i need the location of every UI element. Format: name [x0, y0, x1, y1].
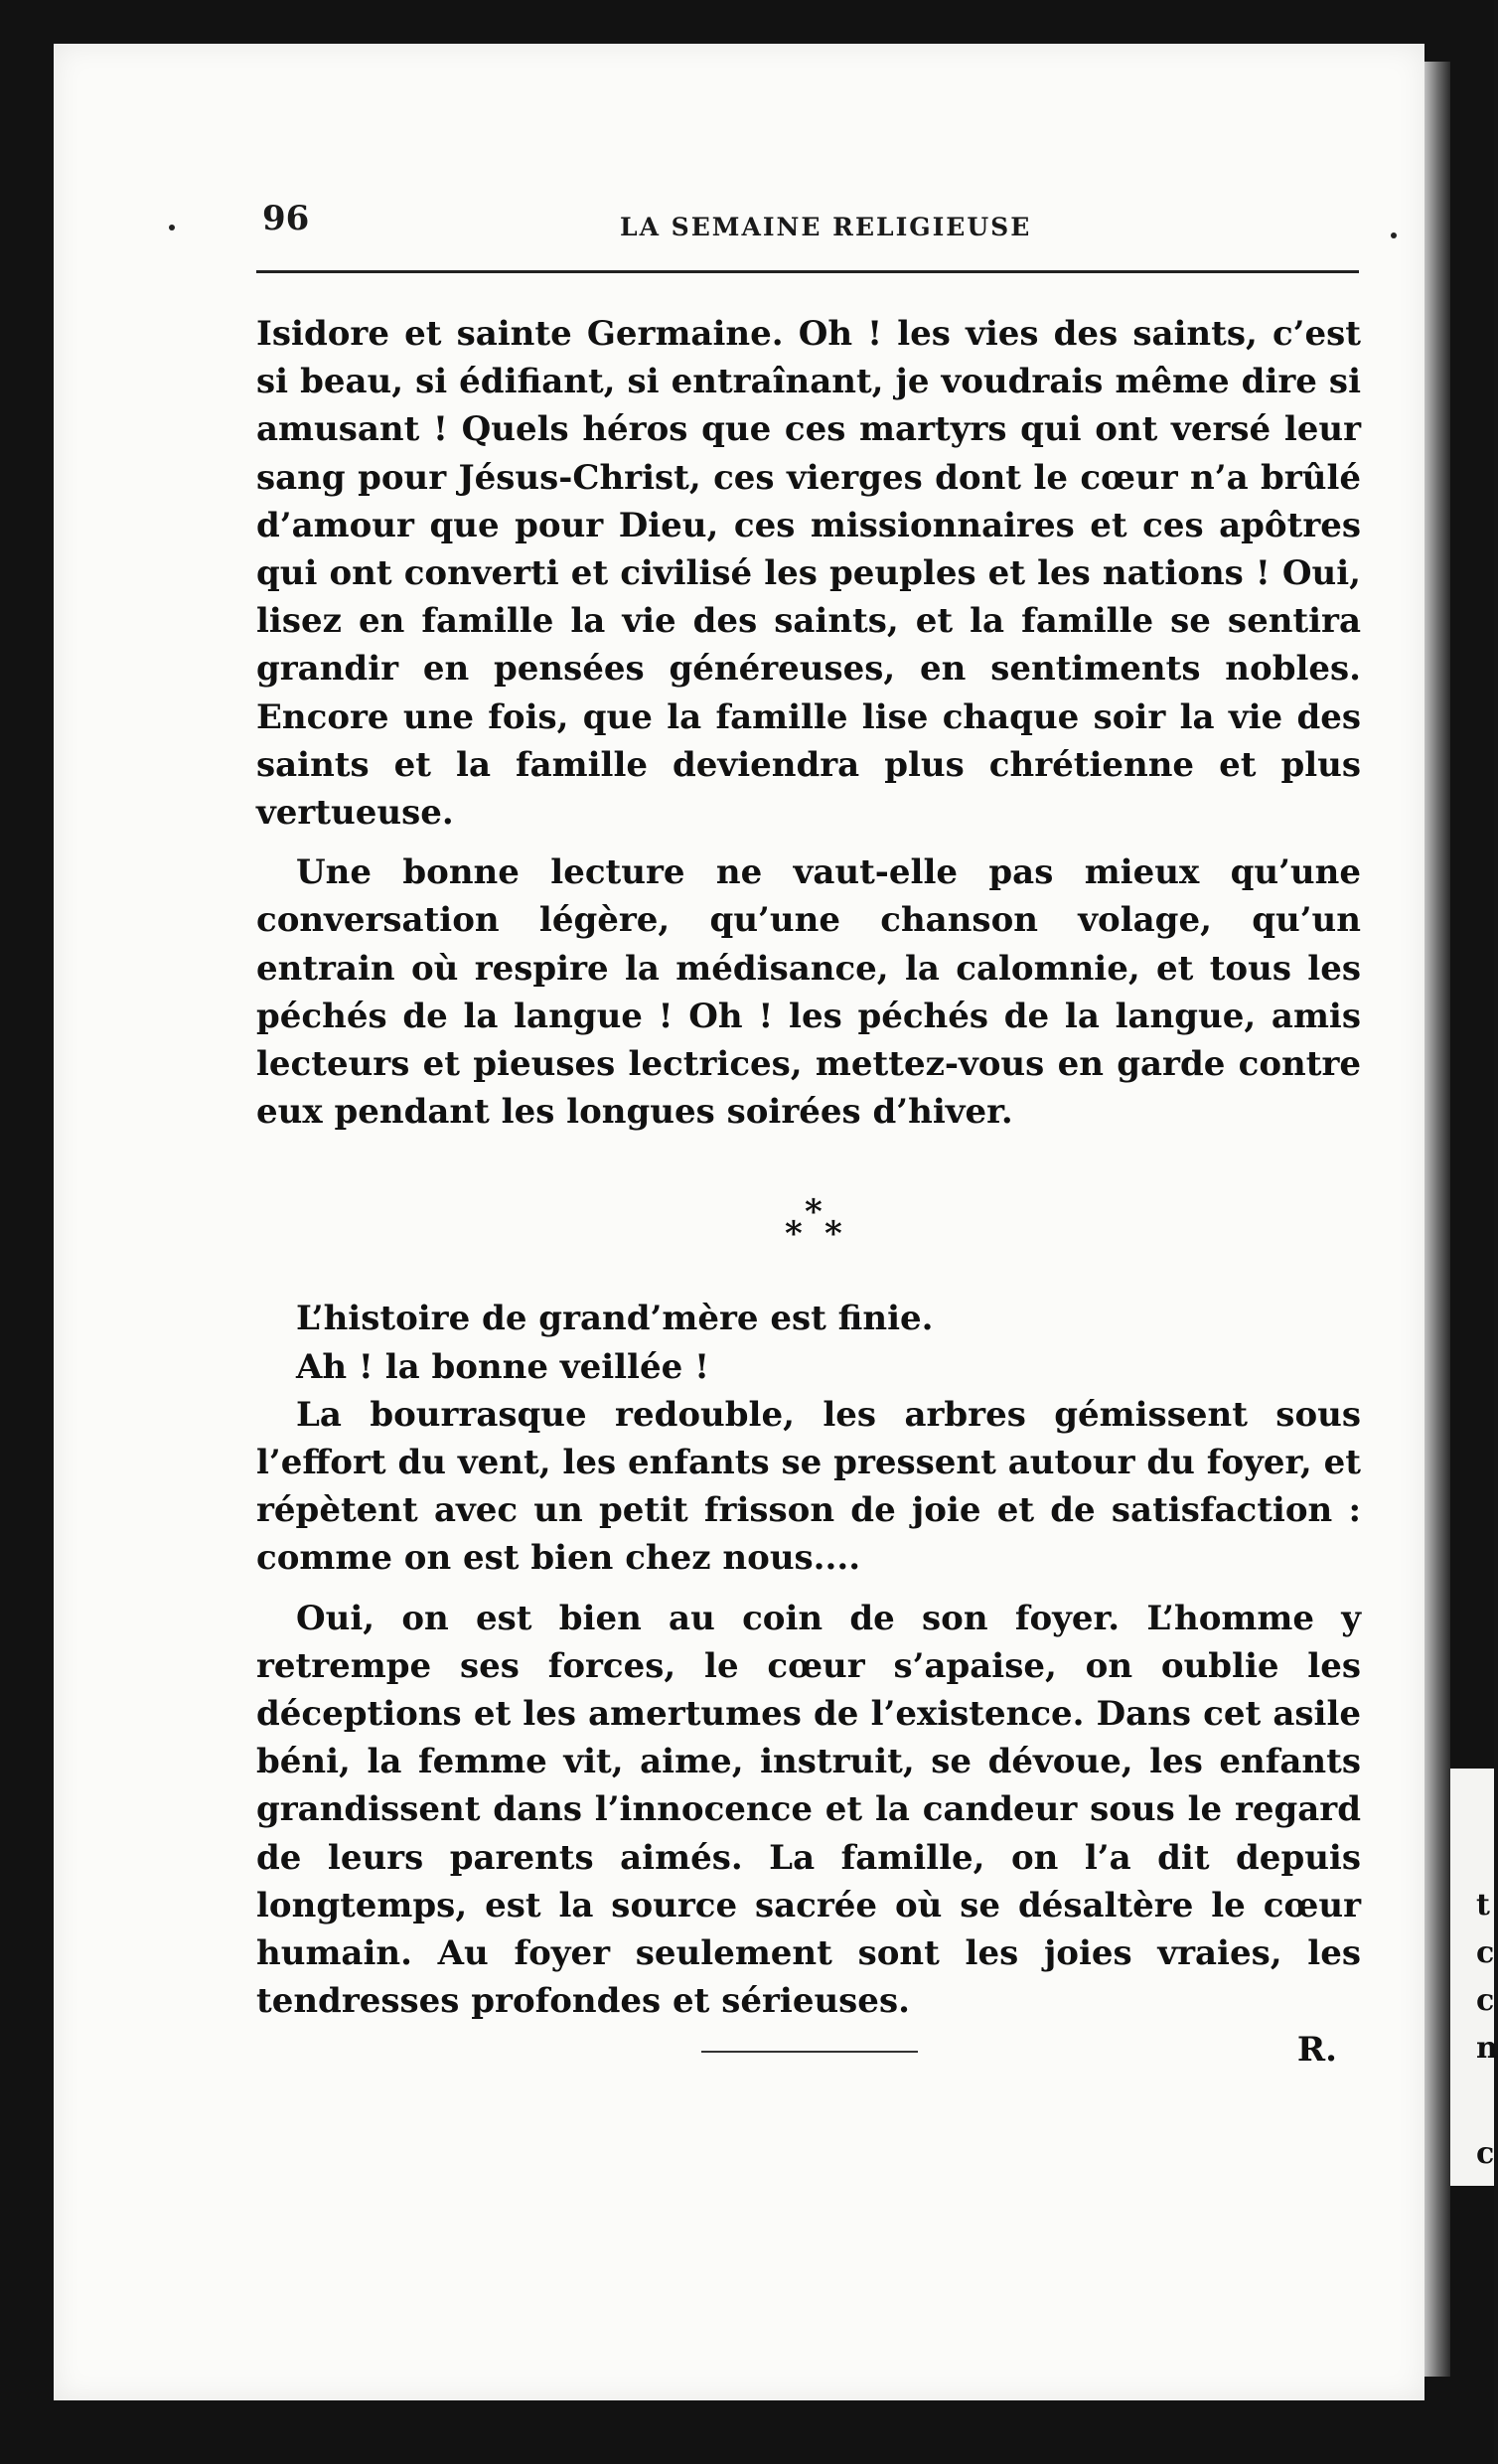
- paragraph: Ah ! la bonne veillée !: [296, 1346, 710, 1387]
- asterism-star: *: [805, 1192, 823, 1233]
- running-title: LA SEMAINE RELIGIEUSE: [620, 213, 1032, 241]
- adjacent-page-letter: c: [1476, 2136, 1495, 2171]
- end-rule: [701, 2051, 918, 2053]
- paragraph: Oui, on est bien au coin de son foyer. L’homme y retrempe ses forces, le cœur s’apaise, on oublie les déceptions et les amertumes de l’existence. Dans cet asile béni, la femme vit, aime, instruit, se dévoue, les enfants grandissent dans l’innocence et la candeur sous le regard de leurs parents aimés. La famille, on l’a dit depuis longtemps, est la source sacrée où se désaltère le cœur humain. Au foyer seulement sont les joies vraies, les tendresses profondes et sérieuses.: [256, 1598, 1361, 2022]
- page-header: [262, 199, 1365, 258]
- adjacent-page-letter: t: [1476, 1888, 1490, 1923]
- adjacent-page-letter: c: [1476, 1983, 1495, 2018]
- article-body: [256, 310, 1361, 2074]
- adjacent-page-fragment: [1450, 1769, 1498, 2186]
- page-edge-shadow: [1421, 62, 1450, 2377]
- page-number: 96: [262, 199, 310, 238]
- asterism: [256, 1181, 1361, 1265]
- author-signature: R.: [1296, 2029, 1337, 2070]
- paragraph: La bourrasque redouble, les arbres gémissent sous l’effort du vent, les enfants se pressent autour du foyer, et répètent avec un petit frisson de joie et de satisfaction : comme on est bien chez nous....: [256, 1394, 1361, 1579]
- adjacent-page-letter: n: [1476, 2031, 1498, 2066]
- asterism-star: *: [785, 1214, 803, 1255]
- paragraph: Une bonne lecture ne vaut-elle pas mieux qu’une conversation légère, qu’une chanson volage, qu’un entrain où respire la médisance, la calomnie, et tous les péchés de la langue ! Oh ! les péchés de la langue, amis lecteurs et pieuses lectrices, mettez-vous en garde contre eux pendant les longues soirées d’hiver.: [256, 852, 1361, 1133]
- header-rule: [256, 270, 1359, 273]
- scan-speck: [169, 225, 175, 231]
- paragraph: L’histoire de grand’mère est finie.: [296, 1299, 934, 1339]
- scan-speck: [1391, 232, 1397, 238]
- adjacent-page-letter: c: [1476, 1935, 1495, 1970]
- asterism-star: *: [824, 1214, 842, 1255]
- paragraph: Isidore et sainte Germaine. Oh ! les vies des saints, c’est si beau, si édifiant, si entraînant, je voudrais même dire si amusant ! Quels héros que ces martyrs qui ont versé leur sang pour Jésus-Christ, ces vierges dont le cœur n’a brûlé d’amour que pour Dieu, ces missionnaires et ces apôtres qui ont converti et civilisé les peuples et les nations ! Oui, lisez en famille la vie des saints, et la famille se sentira grandir en pensées généreuses, en sentiments nobles. Encore une fois, que la famille lise chaque soir la vie des saints et la famille deviendra plus chrétienne et plus vertueuse.: [256, 314, 1361, 834]
